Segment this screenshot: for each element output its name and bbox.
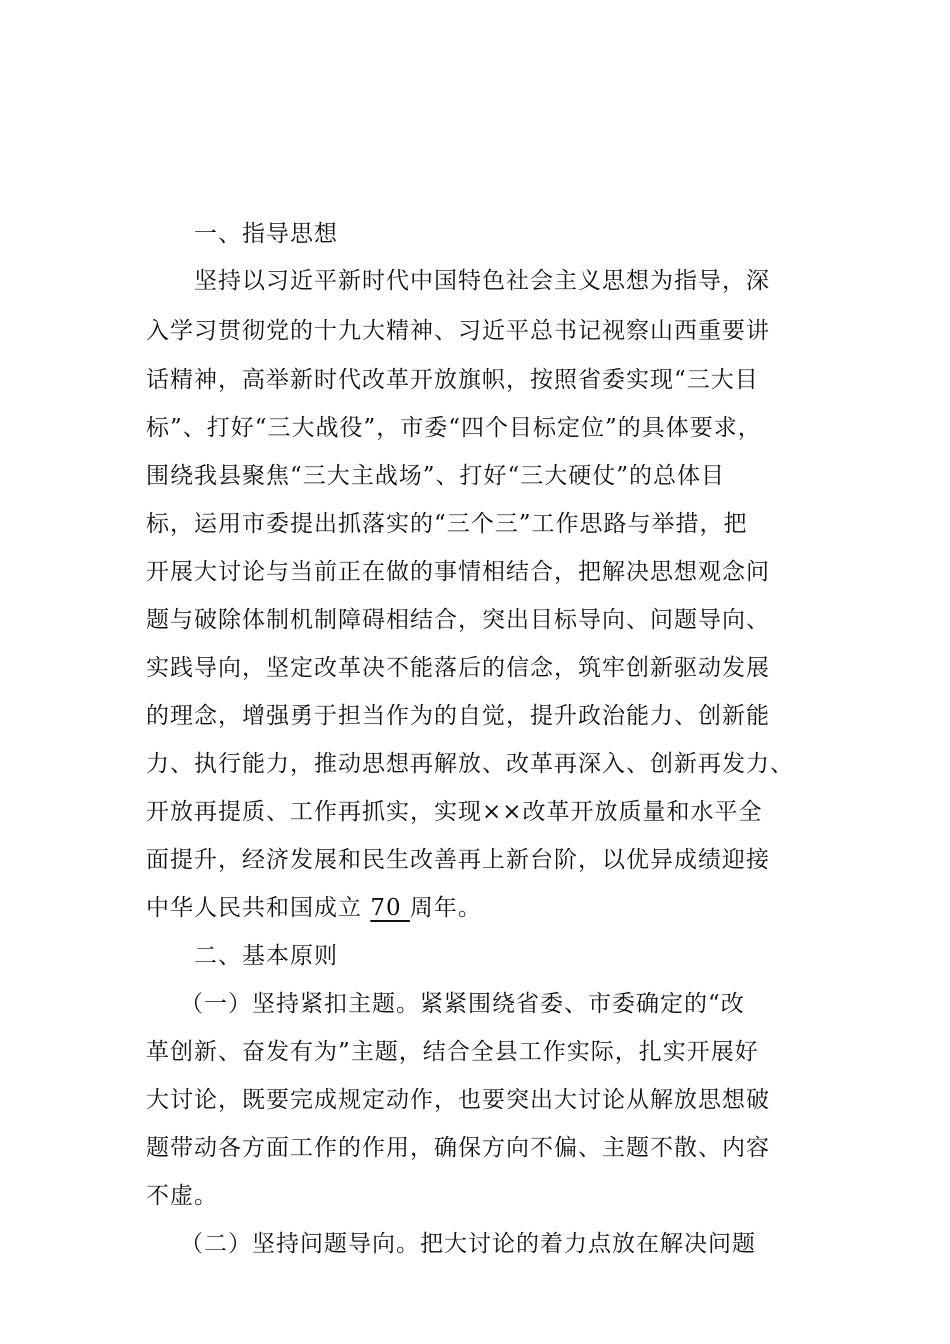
- paragraph-line: 的理念，增强勇于担当作为的自觉，提升政治能力、创新能: [146, 703, 770, 729]
- paragraph-line: 实践导向，坚定改革决不能落后的信念，筑牢创新驱动发展: [146, 655, 770, 681]
- paragraph-line: 革创新、奋发有为”主题，结合全县工作实际，扎实开展好: [146, 1039, 759, 1065]
- paragraph-line: 开放再提质、工作再抓实，实现××改革开放质量和水平全: [146, 799, 763, 825]
- anniversary-number: 70: [370, 895, 410, 921]
- paragraph-line: 标”、打好“三大战役”，市委“四个目标定位”的具体要求，: [146, 415, 762, 441]
- paragraph-line: 不虚。: [146, 1183, 218, 1209]
- paragraph-last-line: [146, 893, 482, 923]
- section-heading-guiding-ideology: 一、指导思想: [194, 221, 338, 247]
- paragraph-line: 大讨论，既要完成规定动作，也要突出大讨论从解放思想破: [146, 1087, 770, 1113]
- paragraph-line: 标，运用市委提出抓落实的“三个三”工作思路与举措，把: [146, 511, 748, 537]
- paragraph-line: （一）坚持紧扣主题。紧紧围绕省委、市委确定的“改: [180, 991, 745, 1017]
- paragraph-line: 面提升，经济发展和民生改善再上新台阶，以优异成绩迎接: [146, 847, 770, 873]
- paragraph-line: 坚持以习近平新时代中国特色社会主义思想为指导，深: [194, 268, 770, 294]
- paragraph-line: 入学习贯彻党的十九大精神、习近平总书记视察山西重要讲: [146, 318, 770, 344]
- paragraph-line: 话精神，高举新时代改革开放旗帜，按照省委实现“三大目: [146, 367, 759, 393]
- paragraph-line: （二）坚持问题导向。把大讨论的着力点放在解决问题: [180, 1231, 756, 1257]
- paragraph-line: 力、执行能力，推动思想再解放、改革再深入、创新再发力、: [146, 751, 794, 777]
- paragraph-line: 围绕我县聚焦“三大主战场”、打好“三大硬仗”的总体目: [146, 463, 726, 489]
- paragraph-line: 开展大讨论与当前正在做的事情相结合，把解决思想观念问: [146, 559, 770, 585]
- paragraph-line: 题带动各方面工作的作用，确保方向不偏、主题不散、内容: [146, 1135, 770, 1161]
- last-line-text: 中华人民共和国成立: [146, 895, 371, 921]
- paragraph-line: 题与破除体制机制障碍相结合，突出目标导向、问题导向、: [146, 607, 770, 633]
- section-heading-basic-principles: 二、基本原则: [194, 943, 338, 969]
- last-line-suffix: 周年。: [409, 895, 482, 921]
